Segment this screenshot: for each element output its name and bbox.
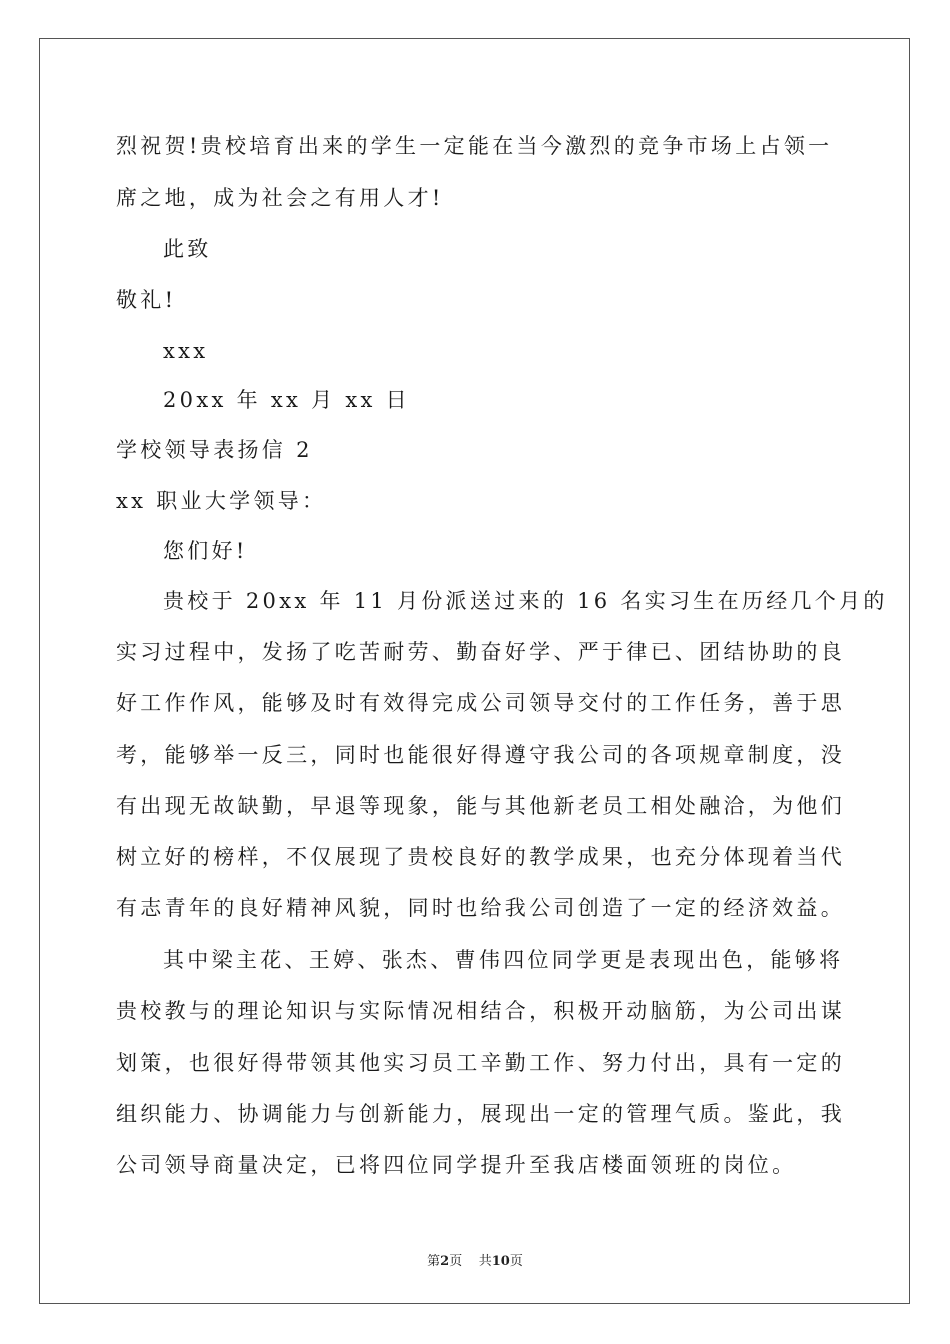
greeting: 您们好! bbox=[163, 539, 248, 563]
page-current-number: 2 bbox=[440, 1254, 450, 1269]
paragraph-line: 有志青年的良好精神风貌，同时也给我公司创造了一定的经济效益。 bbox=[116, 896, 845, 920]
page-prefix: 第 bbox=[427, 1254, 441, 1269]
body-line: 烈祝贺!贵校培育出来的学生一定能在当今激烈的竞争市场上占领一 bbox=[116, 134, 833, 158]
paragraph-line: 实习过程中，发扬了吃苦耐劳、勤奋好学、严于律已、团结协助的良 bbox=[116, 640, 845, 664]
paragraph-line: 考，能够举一反三，同时也能很好得遵守我公司的各项规章制度，没 bbox=[116, 743, 845, 767]
paragraph-line: 划策，也很好得带领其他实习员工辛勤工作、努力付出，具有一定的 bbox=[116, 1051, 845, 1075]
closing-regards: 敬礼! bbox=[116, 288, 177, 312]
paragraph-line: 公司领导商量决定，已将四位同学提升至我店楼面领班的岗位。 bbox=[116, 1153, 797, 1177]
signature-name: xxx bbox=[163, 339, 209, 363]
closing-salutation: 此致 bbox=[163, 237, 212, 261]
page-total-number: 10 bbox=[491, 1254, 510, 1269]
body-line: 席之地，成为社会之有用人才! bbox=[116, 186, 444, 210]
paragraph-line: 有出现无故缺勤，早退等现象，能与其他新老员工相处融洽，为他们 bbox=[116, 794, 845, 818]
page-suffix: 页 bbox=[509, 1254, 523, 1269]
paragraph-line: 贵校教与的理论知识与实际情况相结合，积极开动脑筋，为公司出谋 bbox=[116, 999, 845, 1023]
paragraph-line: 贵校于 20xx 年 11 月份派送过来的 16 名实习生在历经几个月的 bbox=[163, 589, 888, 613]
section-title: 学校领导表扬信 2 bbox=[116, 438, 313, 462]
paragraph-line: 好工作作风，能够及时有效得完成公司领导交付的工作任务，善于思 bbox=[116, 691, 845, 715]
letter-recipient: xx 职业大学领导： bbox=[116, 489, 327, 513]
paragraph-line: 组织能力、协调能力与创新能力，展现出一定的管理气质。鉴此，我 bbox=[116, 1102, 845, 1126]
signature-date: 20xx 年 xx 月 xx 日 bbox=[163, 388, 410, 412]
paragraph-line: 树立好的榜样，不仅展现了贵校良好的教学成果，也充分体现着当代 bbox=[116, 845, 845, 869]
paragraph-line: 其中梁主花、王婷、张杰、曹伟四位同学更是表现出色，能够将 bbox=[163, 948, 844, 972]
page-separator: 页 共 bbox=[449, 1254, 492, 1269]
page-footer bbox=[0, 1250, 950, 1269]
